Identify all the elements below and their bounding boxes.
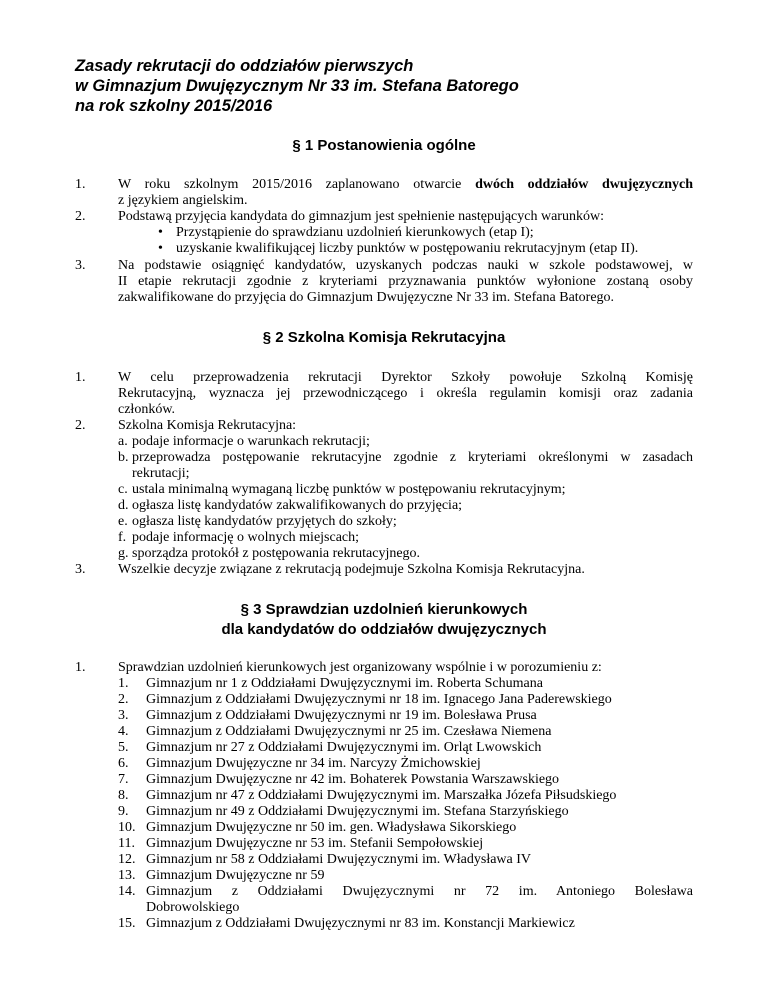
s2-p1-line1: W celu przeprowadzenia rekrutacji Dyrektor Szkoły powołuje Szkolną Komisję xyxy=(118,370,693,385)
s1-p1-number: 1. xyxy=(75,177,86,192)
school-number: 7. xyxy=(118,772,129,787)
s2-item-letter: g. xyxy=(118,546,129,561)
document-title xyxy=(75,56,519,116)
s2-item-letter: a. xyxy=(118,434,128,449)
school-name: Gimnazjum Dwujęzyczne nr 42 im. Bohaterek Powstania Warszawskiego xyxy=(146,772,560,787)
s1-p3-line2: II etapie rekrutacji zgodnie z kryteriami przyznawania punktów wyłonione zostaną osoby xyxy=(118,274,693,289)
title-line-2: w Gimnazjum Dwujęzycznym Nr 33 im. Stefana Batorego xyxy=(75,77,519,95)
s1-p1-line1 xyxy=(118,177,693,193)
s2-item-letter: d. xyxy=(118,498,129,513)
school-name: Gimnazjum Dwujęzyczne nr 34 im. Narcyzy Żmichowskiej xyxy=(146,756,481,771)
bullet-icon: • xyxy=(158,241,163,256)
school-name: Gimnazjum nr 47 z Oddziałami Dwujęzycznymi im. Marszałka Józefa Piłsudskiego xyxy=(146,788,617,803)
school-number: 8. xyxy=(118,788,129,803)
s2-item-text: ogłasza listę kandydatów zakwalifikowanych do przyjęcia; xyxy=(132,498,463,513)
school-name: Gimnazjum nr 27 z Oddziałami Dwujęzycznymi im. Orląt Lwowskich xyxy=(146,740,542,755)
school-name: Gimnazjum z Oddziałami Dwujęzycznymi nr 25 im. Czesława Niemena xyxy=(146,724,552,739)
s2-p3-text: Wszelkie decyzje związane z rekrutacją podejmuje Szkolna Komisja Rekrutacyjna. xyxy=(118,562,585,577)
school-number: 9. xyxy=(118,804,129,819)
s2-item-text: podaje informacje o warunkach rekrutacji; xyxy=(132,434,370,449)
s1-p3-line3: zakwalifikowane do przyjęcia do Gimnazjum Dwujęzyczne Nr 33 im. Stefana Batorego. xyxy=(118,290,615,305)
s1-p1-bold: dwóch oddziałów dwujęzycznych xyxy=(475,177,693,192)
s2-p1-line2: Rekrutacyjną, wyznacza jej przewodniczącego i określa regulamin komisji oraz zadania xyxy=(118,386,693,401)
school-number: 1. xyxy=(118,676,129,691)
school-name: Gimnazjum z Oddziałami Dwujęzycznymi nr 83 im. Konstancji Markiewicz xyxy=(146,916,575,931)
school-name: Gimnazjum nr 49 z Oddziałami Dwujęzycznymi im. Stefana Starzyńskiego xyxy=(146,804,569,819)
s3-p1-text: Sprawdzian uzdolnień kierunkowych jest organizowany wspólnie i w porozumieniu z: xyxy=(118,660,602,675)
s1-p2-bullet-1: Przystąpienie do sprawdzianu uzdolnień kierunkowych (etap I); xyxy=(176,225,534,240)
school-number: 10. xyxy=(118,820,136,835)
s2-p3-number: 3. xyxy=(75,562,86,577)
school-number: 5. xyxy=(118,740,129,755)
s2-item-text-cont: rekrutacji; xyxy=(132,466,190,481)
school-name: Gimnazjum z Oddziałami Dwujęzycznymi nr 19 im. Bolesława Prusa xyxy=(146,708,537,723)
school-number: 14. xyxy=(118,884,136,899)
school-number: 6. xyxy=(118,756,129,771)
s1-p2-bullet-2: uzyskanie kwalifikującej liczby punktów w postępowaniu rekrutacyjnym (etap II). xyxy=(176,241,639,256)
s3-p1-number: 1. xyxy=(75,660,86,675)
section-3-heading-line2: dla kandydatów do oddziałów dwujęzycznych xyxy=(221,621,547,638)
s2-item-text: ustala minimalną wymaganą liczbę punktów w postępowaniu rekrutacyjnym; xyxy=(132,482,566,497)
s2-item-text: sporządza protokół z postępowania rekrutacyjnego. xyxy=(132,546,421,561)
school-name: Gimnazjum z Oddziałami Dwujęzycznymi nr 18 im. Ignacego Jana Paderewskiego xyxy=(146,692,612,707)
s1-p3-line1: Na podstawie osiągnięć kandydatów, uzyskanych podczas nauki w szkole podstawowej, w xyxy=(118,258,693,273)
section-3-heading-line1: § 3 Sprawdzian uzdolnień kierunkowych xyxy=(240,601,528,618)
school-number: 13. xyxy=(118,868,136,883)
s2-item-text: podaje informację o wolnych miejscach; xyxy=(132,530,360,545)
school-name: Gimnazjum Dwujęzyczne nr 59 xyxy=(146,868,325,883)
school-name: Gimnazjum Dwujęzyczne nr 50 im. gen. Władysława Sikorskiego xyxy=(146,820,517,835)
s2-p1-line3: członków. xyxy=(118,402,176,417)
school-number: 11. xyxy=(118,836,135,851)
s2-item-text: przeprowadza postępowanie rekrutacyjne zgodnie z kryteriami określonymi w zasadach xyxy=(132,450,693,465)
school-name: Gimnazjum Dwujęzyczne nr 53 im. Stefanii Sempołowskiej xyxy=(146,836,484,851)
s2-item-text: ogłasza listę kandydatów przyjętych do szkoły; xyxy=(132,514,397,529)
school-number: 3. xyxy=(118,708,129,723)
s2-item-letter: c. xyxy=(118,482,128,497)
s1-p3-number: 3. xyxy=(75,258,86,273)
bullet-icon: • xyxy=(158,225,163,240)
school-name: Gimnazjum z Oddziałami Dwujęzycznymi nr 72 im. Antoniego Bolesława xyxy=(146,884,693,899)
school-number: 15. xyxy=(118,916,136,931)
s2-p1-number: 1. xyxy=(75,370,86,385)
title-line-3: na rok szkolny 2015/2016 xyxy=(75,97,273,115)
school-number: 4. xyxy=(118,724,129,739)
section-2-heading: § 2 Szkolna Komisja Rekrutacyjna xyxy=(262,329,506,346)
s1-p2-number: 2. xyxy=(75,209,86,224)
s1-p2-text: Podstawą przyjęcia kandydata do gimnazjum jest spełnienie następujących warunków: xyxy=(118,209,604,224)
school-name: Gimnazjum nr 58 z Oddziałami Dwujęzycznymi im. Władysława IV xyxy=(146,852,532,867)
s2-item-letter: e. xyxy=(118,514,128,529)
school-number: 2. xyxy=(118,692,129,707)
s2-p2-text: Szkolna Komisja Rekrutacyjna: xyxy=(118,418,297,433)
school-number: 12. xyxy=(118,852,136,867)
school-name: Gimnazjum nr 1 z Oddziałami Dwujęzycznymi im. Roberta Schumana xyxy=(146,676,543,691)
s2-item-letter: f. xyxy=(118,530,127,545)
section-1-heading: § 1 Postanowienia ogólne xyxy=(292,137,476,154)
s1-p1-text: W roku szkolnym 2015/2016 zaplanowano otwarcie xyxy=(118,177,476,192)
s2-item-letter: b. xyxy=(118,450,129,465)
s1-p1-line2: z językiem angielskim. xyxy=(118,193,248,208)
s2-p2-number: 2. xyxy=(75,418,86,433)
title-line-1: Zasady rekrutacji do oddziałów pierwszych xyxy=(75,57,414,75)
school-name-cont: Dobrowolskiego xyxy=(146,900,240,915)
